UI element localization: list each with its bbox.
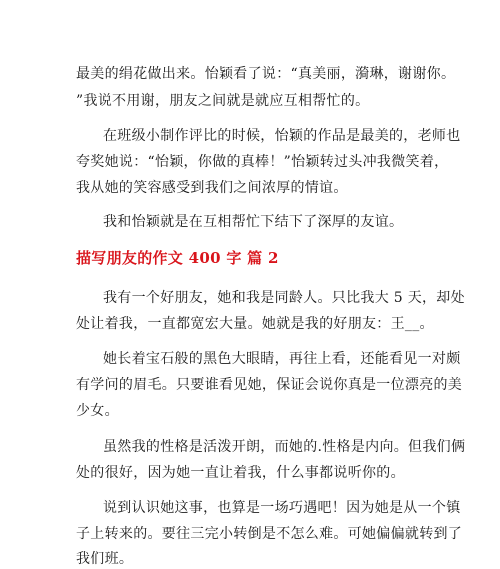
paragraph-7-line-1: 说到认识她这事，也算是一场巧遇吧！因为她是从一个镇 bbox=[103, 500, 461, 516]
paragraph-5-line-1: 她长着宝石般的黑色大眼睛，再往上看，还能看见一对颇 bbox=[103, 351, 461, 367]
paragraph-4-line-1: 我有一个好朋友，她和我是同龄人。只比我大 5 天，却处 bbox=[103, 290, 465, 306]
paragraph-6-line-2: 处的很好，因为她一直让着我，什么事都说听你的。 bbox=[76, 465, 405, 481]
paragraph-1-line-2: ”我说不用谢，朋友之间就是就应互相帮忙的。 bbox=[76, 93, 370, 109]
section-heading: 描写朋友的作文 400 字 篇 2 bbox=[76, 249, 279, 267]
paragraph-5-line-2: 有学问的眉毛。只要谁看见她，保证会说你真是一位漂亮的美 bbox=[76, 377, 463, 393]
paragraph-7-line-2: 子上转来的。要往三完小转倒是不怎么难。可她偏偏就转到了 bbox=[76, 526, 463, 542]
paragraph-2-line-3: 我从她的笑容感受到我们之间浓厚的情谊。 bbox=[76, 180, 348, 196]
paragraph-6-line-1: 虽然我的性格是活泼开朗，而她的.性格是内向。但我们俩 bbox=[103, 439, 466, 455]
paragraph-2-line-1: 在班级小制作评比的时候，怡颖的作品是最美的，老师也 bbox=[103, 128, 461, 144]
paragraph-1-line-1: 最美的绢花做出来。怡颖看了说：“真美丽，漪琳，谢谢你。 bbox=[76, 66, 456, 82]
paragraph-5-line-3: 少女。 bbox=[76, 403, 119, 419]
paragraph-3-line-1: 我和怡颖就是在互相帮忙下结下了深厚的友谊。 bbox=[103, 214, 404, 230]
paragraph-4-line-2: 处让着我，一直都宽宏大量。她就是我的好朋友：王__。 bbox=[76, 316, 434, 332]
paragraph-7-line-3: 我们班。 bbox=[76, 551, 134, 567]
paragraph-2-line-2: 夸奖她说：“怡颖，你做的真棒！”怡颖转过头冲我微笑着， bbox=[76, 154, 449, 170]
